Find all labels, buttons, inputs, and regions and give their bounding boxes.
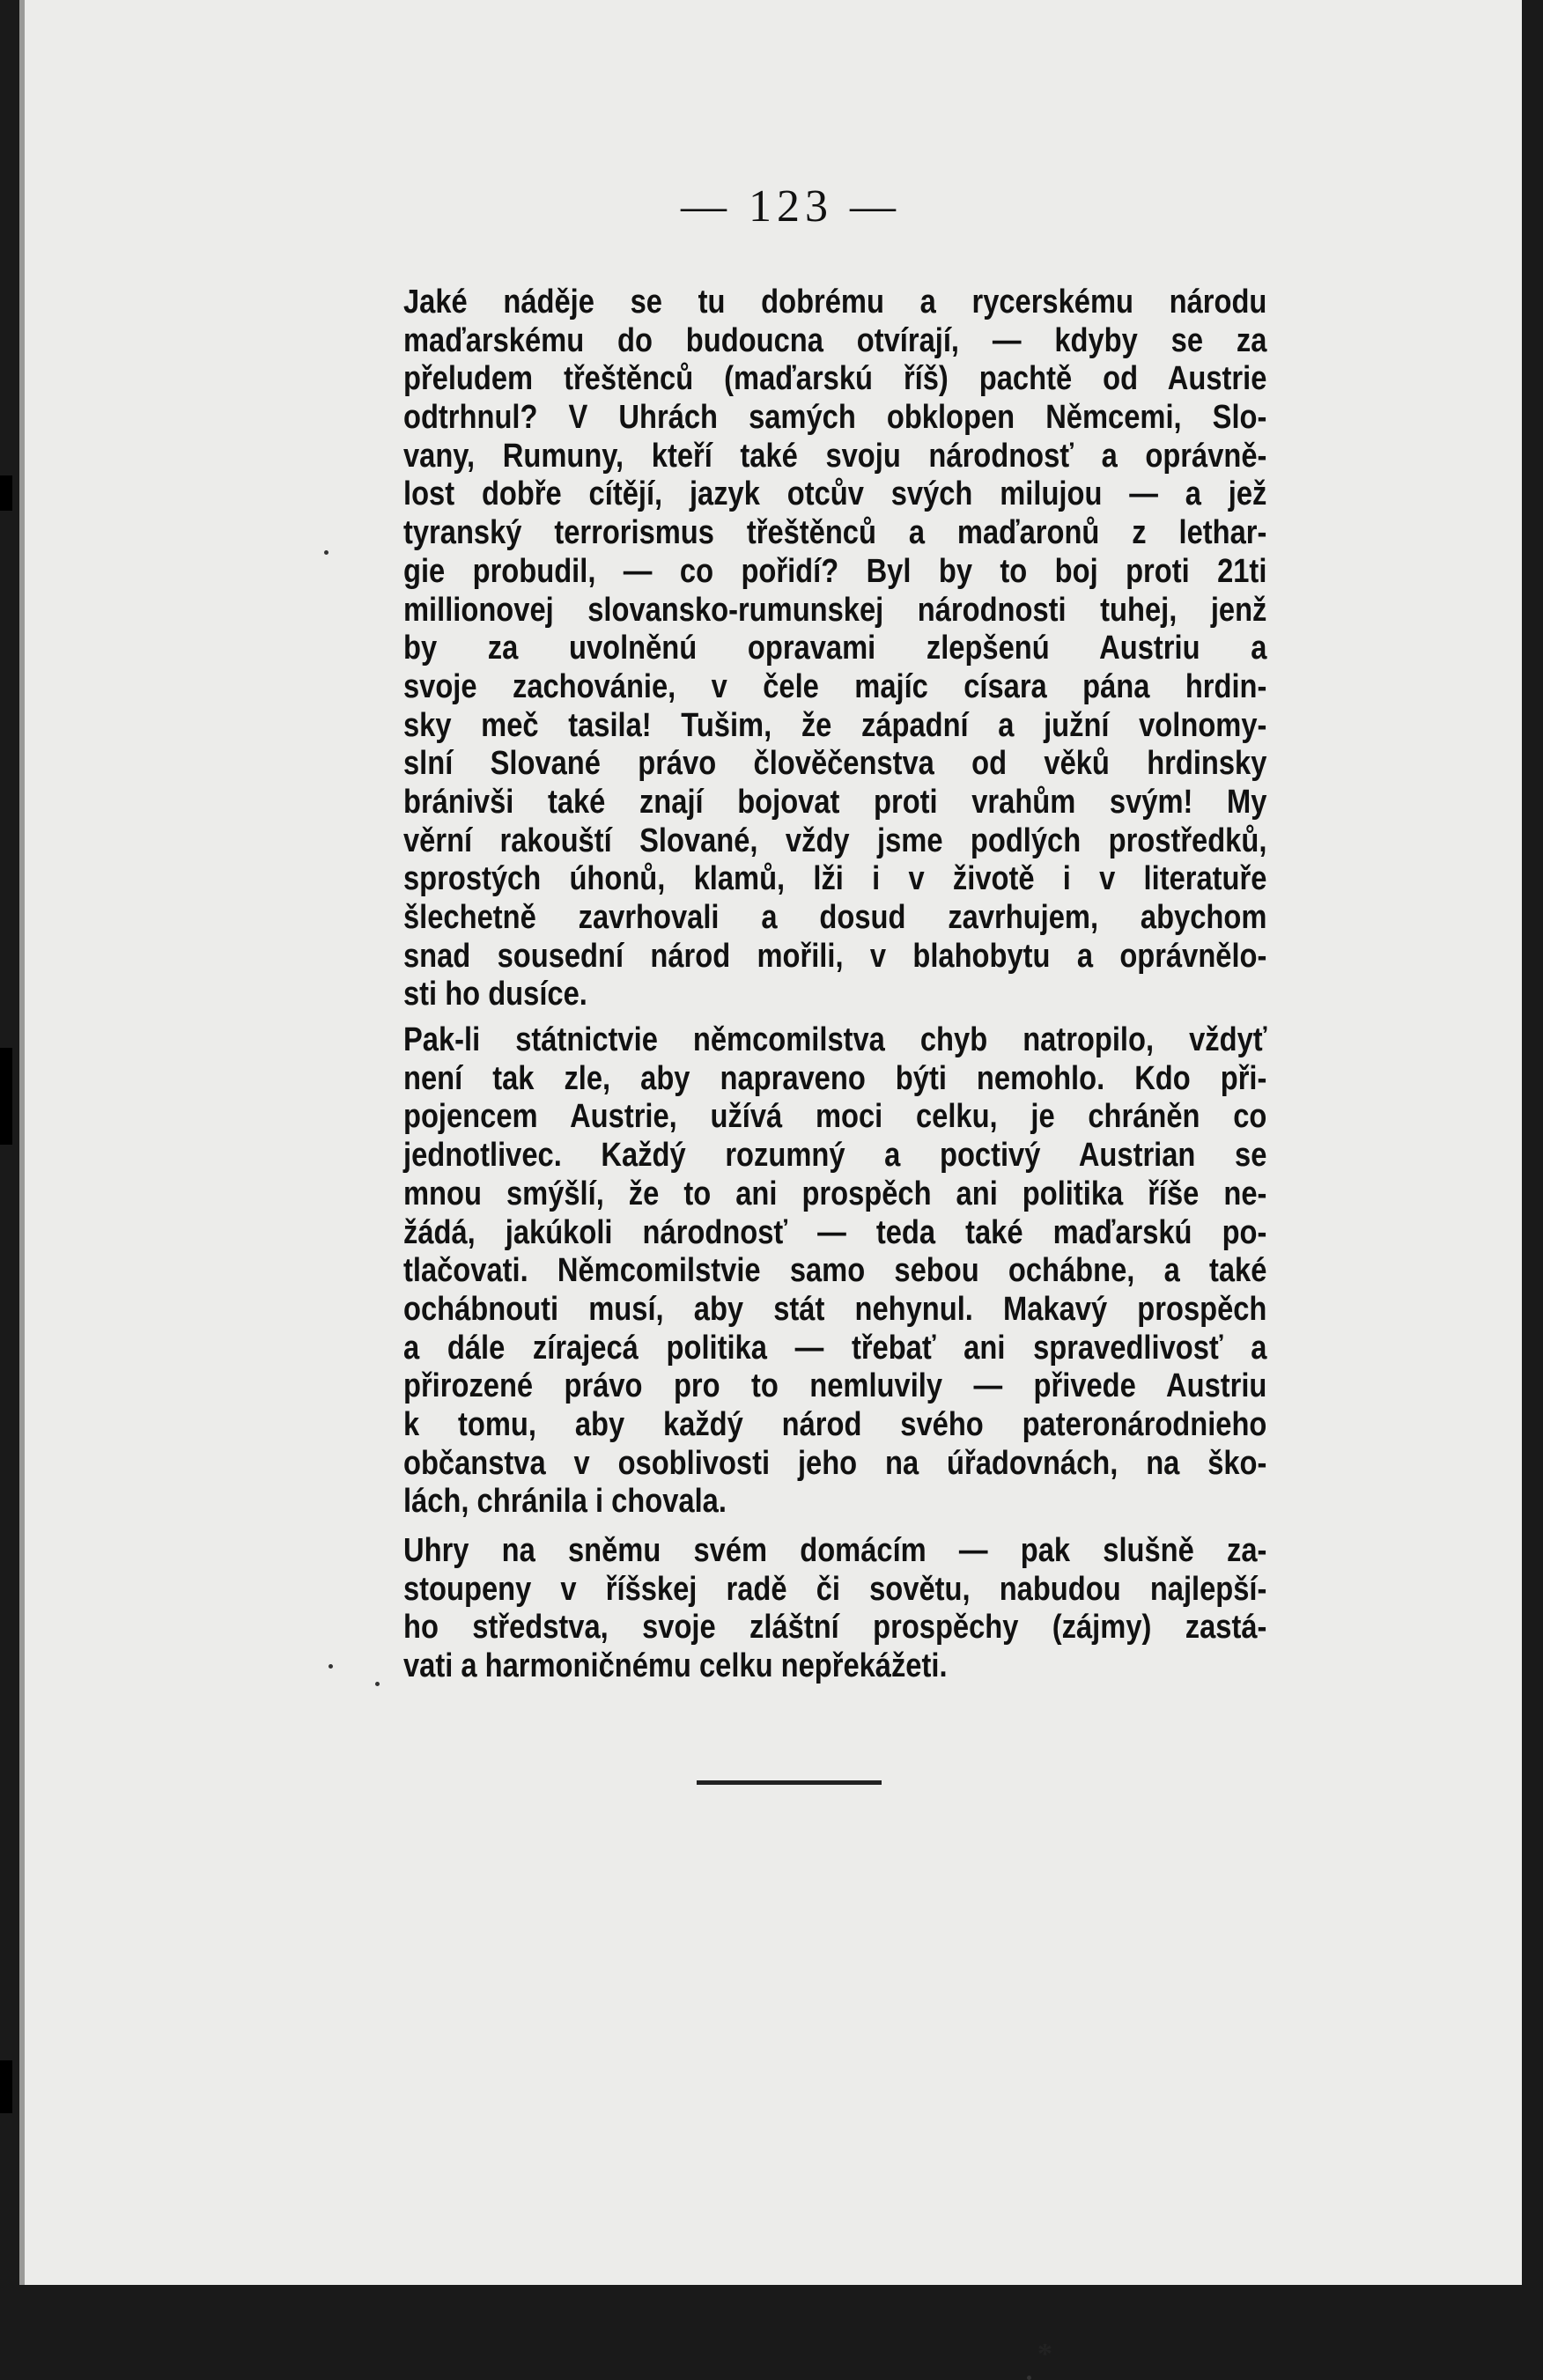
text-line: sprostých úhonů, klamů, lži i v životě i v literatuře [403,860,1267,898]
page-sheet [19,0,1522,2370]
paper-speck [324,550,329,555]
page-number: 123 [749,181,833,232]
text-line: vati a harmoničnému celku nepřekážeti. [403,1647,948,1685]
signature-mark: * [1037,2338,1052,2370]
text-line: millionovej slovansko-rumunskej národnosti tuhej, jenž [403,591,1267,629]
text-line: sky meč tasila! Tušim, že západní a južní volnomy- [403,706,1267,744]
text-line: není tak zle, aby napraveno býti nemohlo. Kdo při- [403,1059,1267,1097]
scan-edge-mark [0,2060,12,2113]
text-line: přirozené právo pro to nemluvily — přivede Austriu [403,1367,1267,1405]
paper-speck [329,1664,333,1669]
text-line: jednotlivec. Každý rozumný a poctivý Austrian se [403,1137,1267,1175]
text-line: tlačovati. Němcomilstvie samo sebou ochábne, a také [403,1252,1267,1290]
text-line: gie probudil, — co pořidí? Byl by to boj proti 21ti [403,552,1267,590]
body-text [403,284,1266,1686]
scan-edge-mark [0,475,12,511]
text-line: Pak-li státnictvie němcomilstva chyb natropilo, vždyť [403,1021,1267,1059]
text-line: stoupeny v říšskej radě či sovětu, nabudou najlepší- [403,1570,1267,1608]
text-line: věrní rakouští Slované, vždy jsme podlých prostředků, [403,822,1267,859]
header-dash-right: — [850,181,901,232]
text-line: lost dobře cítějí, jazyk otcův svých milujou — a jež [403,475,1267,513]
section-end-rule [697,1780,882,1785]
text-line: Uhry na sněmu svém domácím — pak slušně za- [403,1532,1267,1569]
text-line: by za uvolněnú opravami zlepšenú Austriu a [403,630,1267,667]
text-line: vany, Rumuny, kteří také svoju národnosť a oprávně- [403,437,1267,475]
text-line: bránivši také znají bojovat proti vrahům svým! My [403,783,1267,821]
text-line: slní Slované právo človĕčenstva od věků hrdinsky [403,745,1267,783]
text-line: k tomu, aby každý národ svého pateronárodnieho [403,1405,1267,1443]
text-line: Jaké náděje se tu dobrému a rycerskému národu [403,284,1267,321]
text-line: a dále zírajecá politika — třebať ani spravedlivosť a [403,1329,1267,1367]
scan-edge-mark [0,1109,12,1145]
text-line: lách, chránila i chovala. [403,1483,727,1521]
text-line: maďarskému do budoucna otvírají, — kdyby se za [403,321,1267,359]
text-line: ochábnouti musí, aby stát nehynul. Makavý prospěch [403,1290,1267,1328]
paragraph-2 [403,1021,1266,1522]
text-line: ho středstva, svoje zláštní prospěchy (zájmy) zastá- [403,1609,1267,1647]
paragraph-1 [403,284,1266,1014]
text-line: přeludem třeštěnců (maďarskú říš) pachtě od Austrie [403,360,1267,398]
text-line: sti ho dusíce. [403,976,587,1013]
header-dash-left: — [681,181,732,232]
text-line: tyranský terrorismus třeštěnců a maďaronů z lethar- [403,514,1267,552]
text-line: šlechetně zavrhovali a dosud zavrhujem, abychom [403,899,1267,936]
text-line: pojencem Austrie, užívá moci celku, je chráněn co [403,1098,1267,1136]
text-line: svoje zachovánie, v čele majíc císara pána hrdin- [403,667,1267,705]
text-line: mnou smýšlí, že to ani prospěch ani politika říše ne- [403,1175,1267,1212]
text-line: občanstva v osoblivosti jeho na úřadovnách, na ško- [403,1444,1267,1482]
text-line: snad sousední národ mořili, v blahobytu a oprávnělo- [403,937,1267,975]
text-line: odtrhnul? V Uhrách samých obklopen Němcemi, Slo- [403,399,1267,437]
text-line: žádá, jakúkoli národnosť — teda také maďarskú po- [403,1213,1267,1251]
page-number-header [641,181,941,232]
paragraph-3 [403,1532,1266,1686]
paper-speck [1027,2376,1031,2380]
paper-speck [375,1682,380,1686]
